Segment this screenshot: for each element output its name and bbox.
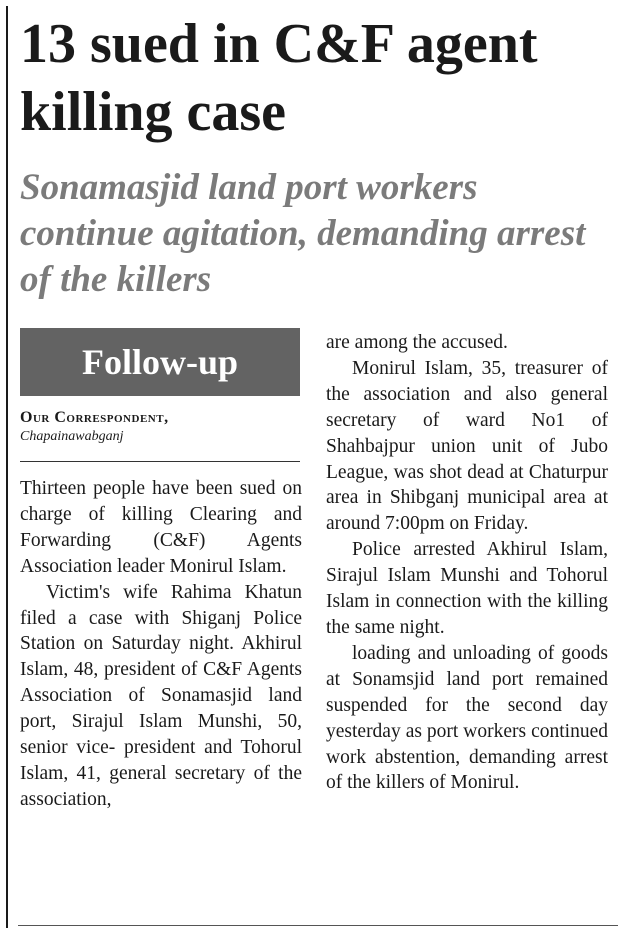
headline: 13 sued in C&F agent killing case (20, 13, 538, 143)
paragraph: Thirteen people have been sued on charge of killing Clearing and Forwarding (C&F) Agents Association leader Monirul Islam. (20, 478, 302, 577)
article-column-right (326, 330, 608, 796)
paragraph: Monirul Islam, 35, treasurer of the association and also general secretary of ward No1 of Shahbajpur union unit of Jubo League, was shot dead at Chaturpur area in Shibganj municipal area at around 7:00pm on Friday. (326, 357, 608, 535)
paragraph: are among the accused. (326, 332, 508, 353)
byline-place: Chapainawabganj (20, 429, 124, 444)
paragraph: Police arrested Akhirul Islam, Sirajul Islam Munshi and Tohorul Islam in connection with the killing the same night. (326, 539, 608, 638)
byline-name: Our Correspondent, (20, 409, 169, 426)
bottom-rule (18, 925, 618, 926)
subheadline-deck: Sonamasjid land port workers continue agitation, demanding arrest of the killers (20, 167, 586, 300)
article-column-left (20, 476, 302, 813)
byline-divider (20, 461, 300, 462)
follow-up-label: Follow-up (20, 328, 300, 396)
left-column-rule (6, 6, 8, 928)
paragraph: Victim's wife Rahima Khatun filed a case with Shiganj Police Station on Saturday night. Akhirul Islam, 48, president of C&F Agents Association of Sonamasjid land port, Sirajul Islam Munshi, 50, senior vice- president and Tohorul Islam, 41, general secretary of the association, (20, 581, 302, 810)
paragraph: loading and unloading of goods at Sonamsjid land port remained suspended for the second day yesterday as port workers continued work abstention, demanding arrest of the killers of Monirul. (326, 642, 608, 794)
byline (20, 408, 300, 446)
